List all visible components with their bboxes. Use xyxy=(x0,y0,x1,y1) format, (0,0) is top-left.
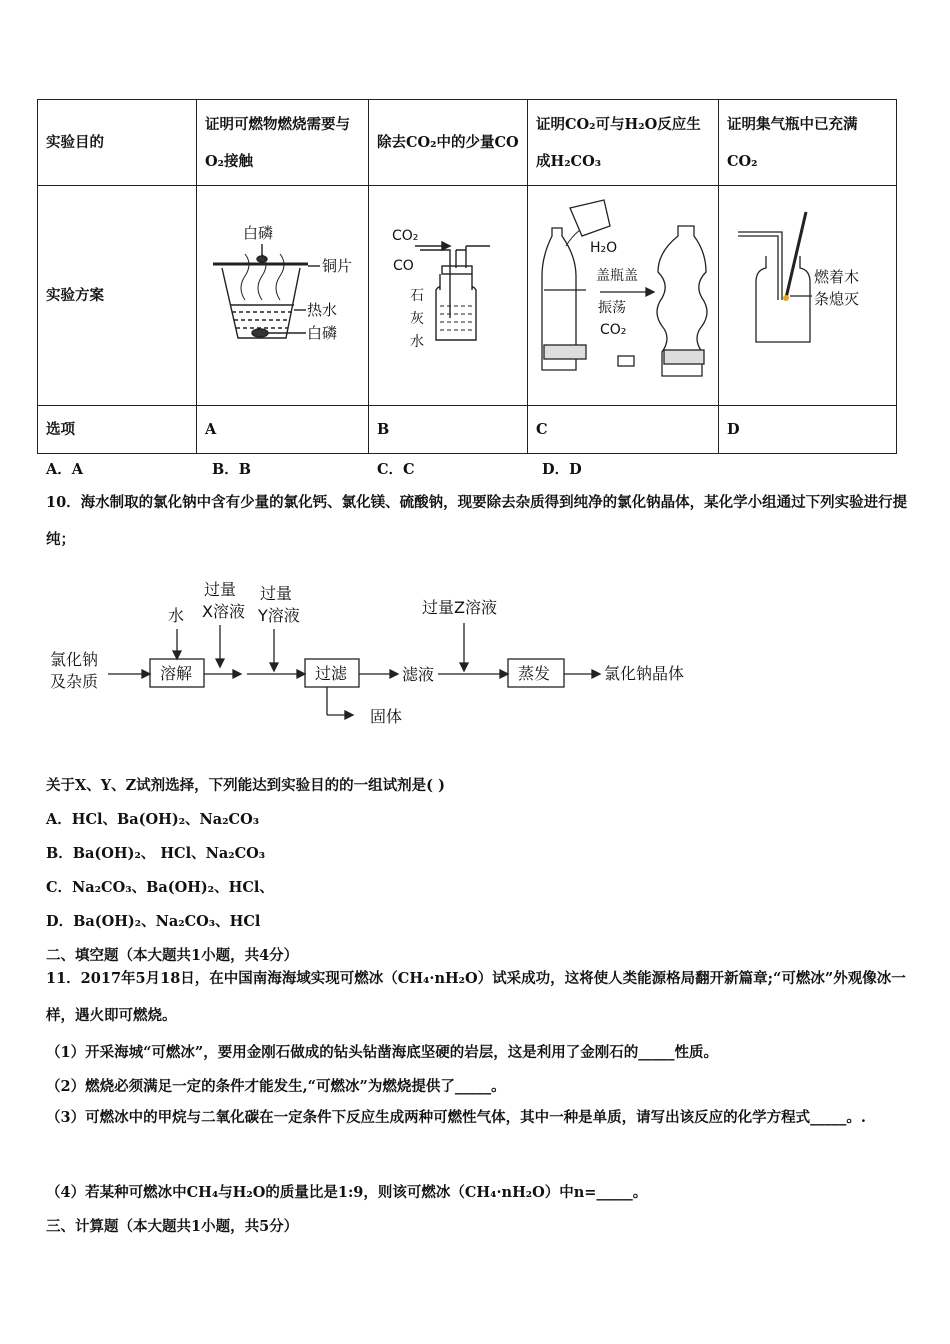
q11-sub-1: （1）开采海城“可燃冰”，要用金刚石做成的钻头钻凿海底坚硬的岩层，这是利用了金刚石的_____性质。 xyxy=(46,1044,719,1061)
flow-filtrate: 滤液 xyxy=(402,665,435,684)
q10-option-c: C．Na₂CO₃、Ba(OH)₂、HCl、 xyxy=(46,879,274,896)
flow-y-1: 过量 xyxy=(260,584,293,603)
label-co: CO xyxy=(393,258,414,274)
row-label-purpose: 实验目的 xyxy=(38,100,197,186)
flow-filter: 过滤 xyxy=(315,664,348,683)
purpose-b: 除去CO₂中的少量CO xyxy=(369,100,528,186)
apparatus-c xyxy=(542,200,707,376)
q11-sub-3: （3）可燃冰中的甲烷与二氧化碳在一定条件下反应生成两种可燃性气体，其中一种是单质，请写出该反应的化学方程式_____。. xyxy=(46,1109,866,1126)
q10-stem: 10．海水制取的氯化钠中含有少量的氯化钙、氯化镁、硫酸钠，现要除去杂质得到纯净的氯化钠晶体，某化学小组通过下列实验进行提纯； xyxy=(46,494,908,548)
flow-x-2: X溶液 xyxy=(202,602,245,621)
label-copper-plate: 铜片 xyxy=(322,257,353,275)
label-white-phosphorus-top: 白磷 xyxy=(243,224,274,242)
option-d: D xyxy=(719,406,897,454)
option-c: C xyxy=(528,406,719,454)
q9-option-a: A．A xyxy=(46,461,84,478)
q10-question: 关于X、Y、Z试剂选择，下列能达到实验目的的一组试剂是( ) xyxy=(46,777,445,794)
row-label-scheme: 实验方案 xyxy=(38,186,197,406)
q11-sub-4: （4）若某种可燃冰中CH₄与H₂O的质量比是1:9，则该可燃冰（CH₄·nH₂O）中n=_____。 xyxy=(46,1184,648,1201)
flow-evaporate: 蒸发 xyxy=(518,664,551,683)
q11-stem: 11．2017年5月18日，在中国南海海域实现可燃冰（CH₄·nH₂O）试采成功，这将使人类能源格局翻开新篇章;“可燃冰”外观像冰一样，遇火即可燃烧。 xyxy=(46,970,906,1024)
apparatus-b xyxy=(392,228,490,350)
label-shake: 振荡 xyxy=(598,300,626,316)
label-h2o: H₂O xyxy=(590,240,618,256)
q11-sub-2: （2）燃烧必须满足一定的条件才能发生,“可燃冰”为燃烧提供了_____。 xyxy=(46,1078,506,1095)
label-burning-stick-2: 条熄灭 xyxy=(814,290,860,308)
label-hot-water: 热水 xyxy=(307,301,338,319)
option-a: A xyxy=(197,406,369,454)
flow-x-1: 过量 xyxy=(204,580,237,599)
apparatus-a xyxy=(213,224,352,342)
section-2-heading: 二、填空题（本大题共1小题，共4分） xyxy=(46,947,299,964)
label-co2-bottle: CO₂ xyxy=(600,322,627,338)
purpose-c: 证明CO₂可与H₂O反应生成H₂CO₃ xyxy=(528,100,719,186)
flow-start-1: 氯化钠 xyxy=(50,650,99,669)
flow-product: 氯化钠晶体 xyxy=(604,664,685,683)
flow-solid: 固体 xyxy=(370,707,403,726)
label-lime-3: 水 xyxy=(410,334,424,350)
flow-start-2: 及杂质 xyxy=(50,672,99,691)
purification-flowchart xyxy=(40,575,720,735)
section-3-heading: 三、计算题（本大题共1小题，共5分） xyxy=(46,1218,299,1235)
q10-option-d: D．Ba(OH)₂、Na₂CO₃、HCl xyxy=(46,913,261,930)
q10-option-a: A．HCl、Ba(OH)₂、Na₂CO₃ xyxy=(46,811,260,828)
purpose-d: 证明集气瓶中已充满CO₂ xyxy=(719,100,897,186)
flow-water: 水 xyxy=(168,606,185,625)
flow-y-2: Y溶液 xyxy=(258,606,300,625)
purpose-a: 证明可燃物燃烧需要与O₂接触 xyxy=(197,100,369,186)
label-white-phosphorus-bottom: 白磷 xyxy=(307,324,338,342)
q10-option-b: B．Ba(OH)₂、 HCl、Na₂CO₃ xyxy=(46,845,266,862)
label-lime-1: 石 xyxy=(410,288,424,304)
apparatus-d xyxy=(738,212,859,342)
flow-z: 过量Z溶液 xyxy=(422,598,497,617)
flow-dissolve: 溶解 xyxy=(160,664,193,683)
label-co2: CO₂ xyxy=(392,228,419,244)
label-lime-2: 灰 xyxy=(410,311,424,327)
label-burning-stick-1: 燃着木 xyxy=(814,268,860,286)
q9-option-c: C．C xyxy=(377,461,415,478)
q9-option-d: D．D xyxy=(542,461,582,478)
apparatus-drawings xyxy=(0,0,950,460)
row-label-option: 选项 xyxy=(38,406,197,454)
q9-option-b: B．B xyxy=(212,461,252,478)
option-b: B xyxy=(369,406,528,454)
label-cap-bottle: 盖瓶盖 xyxy=(596,268,638,284)
